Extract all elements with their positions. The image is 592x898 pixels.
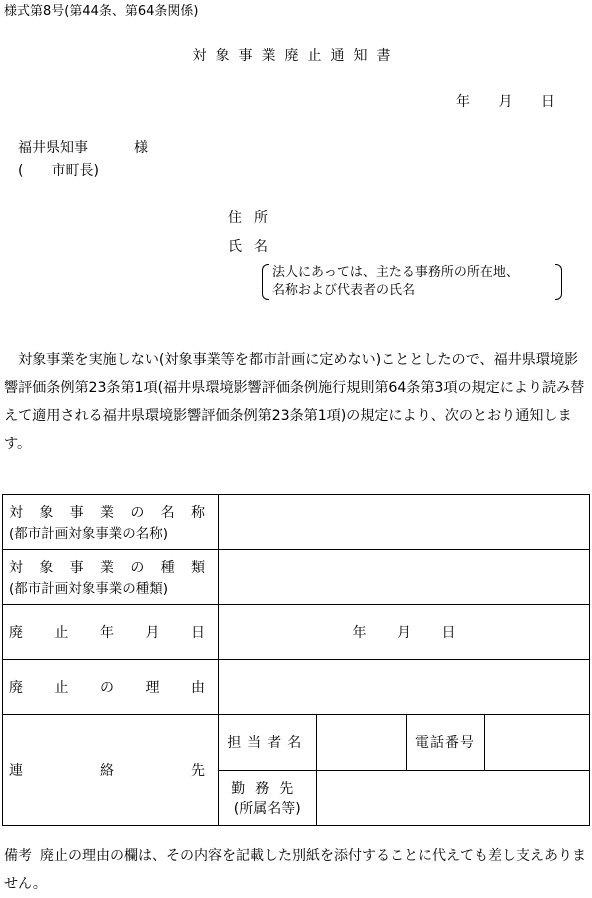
contact-person-label: 担当者名 <box>219 715 316 770</box>
form-number: 様式第8号(第44条、第64条関係) <box>4 4 199 19</box>
remark-head: 備考 <box>4 848 32 864</box>
city-mayor-label: 市町長) <box>51 163 99 179</box>
name-label: 氏名 <box>228 239 280 255</box>
date-line: 年 月 日 <box>456 94 555 110</box>
project-name-label: 対 象 事 業 の 名 称 <box>9 505 205 521</box>
note-line-2: 名称および代表者の氏名 <box>272 283 416 298</box>
workplace-sublabel: (所属名等) <box>233 800 301 817</box>
type-of-project-label <box>3 550 219 605</box>
notice-table <box>2 494 590 826</box>
workplace-field[interactable] <box>316 770 589 825</box>
contact-inner-table <box>219 715 589 825</box>
project-type-label: 対 象 事 業 の 種 類 <box>9 560 205 576</box>
phone-label: 電話番号 <box>406 715 484 770</box>
abolition-reason-label: 廃 止 の 理 由 <box>9 680 205 696</box>
left-bracket <box>262 264 269 300</box>
project-name-sublabel: (都市計画対象事業の名称) <box>9 526 169 542</box>
abolition-reason-field[interactable] <box>219 660 590 715</box>
workplace-label: 勤務先 <box>231 780 304 797</box>
governor-label: 福井県知事 <box>18 140 88 156</box>
addressee-governor <box>18 137 148 157</box>
name-of-project-label <box>3 495 219 550</box>
project-name-field[interactable] <box>219 495 590 550</box>
abolition-date-label-cell <box>3 605 219 660</box>
body-paragraph: 対象事業を実施しない(対象事業等を都市計画に定めない)こととしたので、福井県環境影響評価条例第23条第1項(福井県環境影響評価条例施行規則第64条第3項の規定により読み替えて適用される福井県環境影響評価条例第23条第1項)の規定により、次のとおり通知します。 <box>4 352 585 452</box>
project-type-sublabel: (都市計画対象事業の種類) <box>9 581 169 597</box>
phone-field[interactable] <box>484 715 589 770</box>
right-bracket <box>555 264 562 300</box>
remark <box>4 842 592 898</box>
workplace-label-cell <box>219 770 316 825</box>
honorific: 様 <box>134 140 148 156</box>
addressee-city <box>18 160 99 180</box>
note-line-1: 法人にあっては、主たる事務所の所在地、 <box>272 265 519 280</box>
contact-label-cell <box>3 715 219 826</box>
corporate-note-text <box>272 264 519 300</box>
abolition-reason-label-cell <box>3 660 219 715</box>
contact-label: 連 絡 先 <box>9 763 205 779</box>
abolition-date-field[interactable]: 年 月 日 <box>219 605 590 660</box>
corporate-note <box>262 264 562 300</box>
contact-person-field[interactable] <box>316 715 406 770</box>
abolition-date-label: 廃 止 年 月 日 <box>9 625 205 641</box>
project-type-field[interactable] <box>219 550 590 605</box>
remark-text: 廃止の理由の欄は、その内容を記載した別紙を添付することに代えても差し支えありません。 <box>4 848 586 892</box>
contact-detail-cell <box>219 715 590 826</box>
document-title: 対象事業廃止通知書 <box>192 48 400 64</box>
city-paren: ( <box>18 163 24 179</box>
address-label: 住所 <box>228 210 280 226</box>
